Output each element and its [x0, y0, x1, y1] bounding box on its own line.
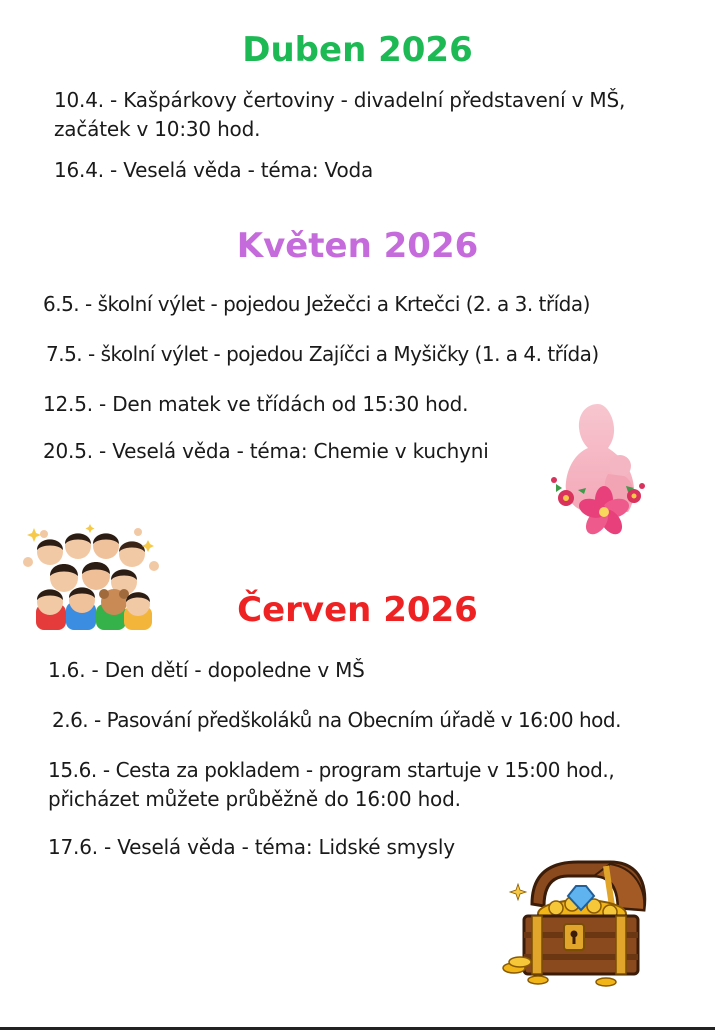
june-event-3-cont: přicházet můžete průběžně do 16:00 hod. [48, 787, 461, 811]
may-heading: Květen 2026 [236, 226, 479, 266]
mother-child-flowers-icon [548, 400, 648, 535]
june-event-1: 1.6. - Den dětí - dopoledne v MŠ [48, 658, 365, 682]
may-event-3: 12.5. - Den matek ve třídách od 15:30 hod. [43, 392, 469, 416]
june-heading: Červen 2026 [237, 590, 478, 630]
treasure-chest-icon [498, 858, 648, 993]
june-event-3: 15.6. - Cesta za pokladem - program startuje v 15:00 hod., [48, 758, 615, 782]
april-heading: Duben 2026 [242, 30, 473, 70]
june-event-4: 17.6. - Veselá věda - téma: Lidské smysly [48, 835, 455, 859]
april-event-1: 10.4. - Kašpárkovy čertoviny - divadelní představení v MŠ, [54, 88, 626, 112]
may-event-2: 7.5. - školní výlet - pojedou Zajíčci a Myšičky (1. a 4. třída) [46, 342, 599, 366]
may-event-4: 20.5. - Veselá věda - téma: Chemie v kuchyni [43, 439, 489, 463]
june-event-2: 2.6. - Pasování předškoláků na Obecním úřadě v 16:00 hod. [52, 708, 621, 732]
april-event-2: 16.4. - Veselá věda - téma: Voda [54, 158, 374, 182]
may-event-1: 6.5. - školní výlet - pojedou Ježečci a Krtečci (2. a 3. třída) [43, 292, 590, 316]
april-event-1-cont: začátek v 10:30 hod. [54, 117, 261, 141]
